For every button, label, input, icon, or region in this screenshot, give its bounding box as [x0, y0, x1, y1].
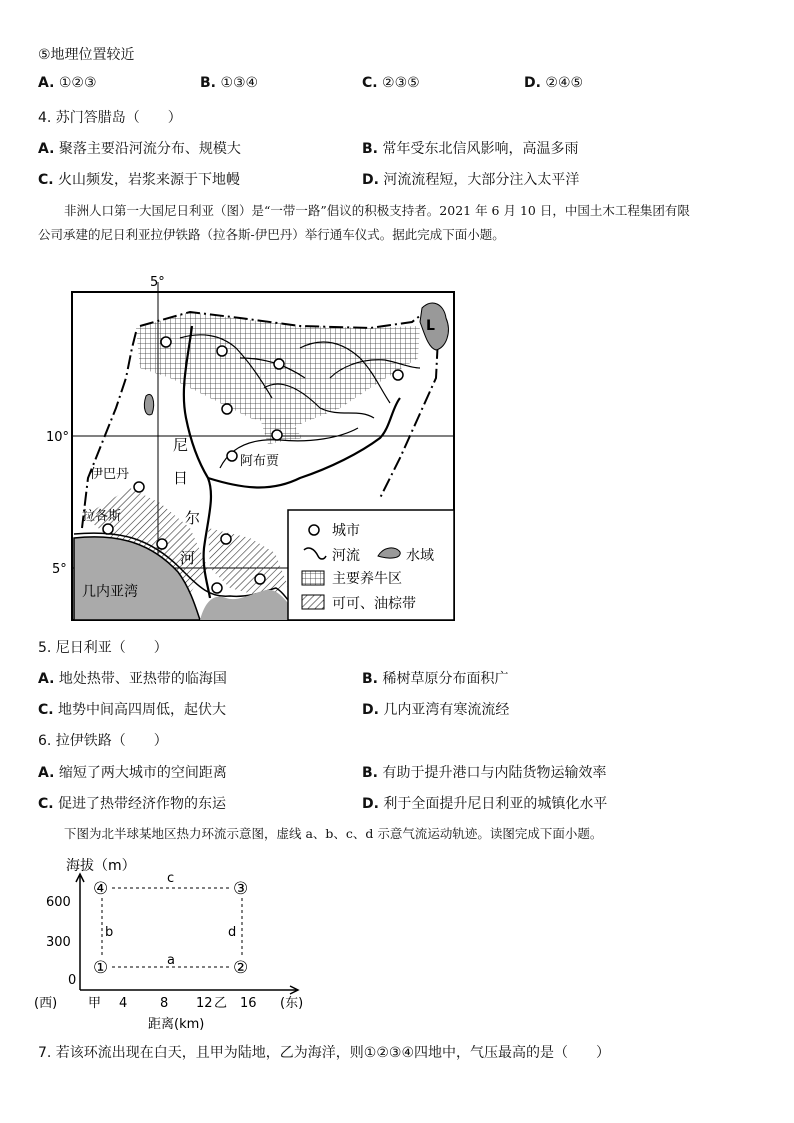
lake-label: L	[426, 318, 435, 334]
city-marker	[217, 346, 227, 356]
q6-option-b[interactable]: B. 有助于提升港口与内陆货物运输效率	[362, 765, 607, 781]
legend-cocoa: 可可、油棕带	[332, 596, 416, 612]
x-tick-16: 16	[240, 996, 257, 1011]
label-east: (东)	[280, 996, 304, 1011]
passage-nigeria	[38, 199, 758, 247]
passage-circulation: 下图为北半球某地区热力环流示意图，虚线 a、b、c、d 示意气流运动轨迹。读图完成下面小题。	[64, 826, 603, 841]
question-4-stem: 4. 苏门答腊岛（ ）	[38, 110, 182, 126]
legend-cocoa-icon	[302, 595, 324, 609]
label-jia: 甲	[88, 996, 102, 1011]
legend-cattle: 主要养牛区	[332, 571, 402, 587]
latitude-label-5: 5°	[52, 562, 67, 577]
legend-cattle-icon	[302, 571, 324, 585]
flow-label-c: c	[167, 871, 175, 886]
city-marker	[222, 404, 232, 414]
q5-option-d[interactable]: D. 几内亚湾有寒流流经	[362, 702, 510, 718]
city-marker-abuja	[227, 451, 237, 461]
point-3: ③	[233, 879, 249, 899]
country-char-4: 河	[180, 549, 196, 567]
flow-label-a: a	[167, 953, 175, 968]
point-2: ②	[233, 958, 249, 978]
nigeria-map	[40, 268, 460, 623]
label-west: (西)	[34, 996, 58, 1011]
q3-option-d[interactable]: D. ②④⑤	[524, 75, 584, 91]
city-marker	[221, 534, 231, 544]
label-abuja: 阿布贾	[240, 454, 280, 469]
x-tick-8: 8	[160, 996, 169, 1011]
question-6-stem: 6. 拉伊铁路（ ）	[38, 733, 168, 749]
q6-option-c[interactable]: C. 促进了热带经济作物的东运	[38, 796, 227, 812]
legend-water: 水域	[406, 548, 434, 564]
city-marker	[274, 359, 284, 369]
q3-option-b[interactable]: B. ①③④	[200, 75, 259, 91]
y-tick-0: 0	[68, 973, 77, 988]
q6-option-a[interactable]: A. 缩短了两大城市的空间距离	[38, 765, 227, 781]
city-marker	[212, 583, 222, 593]
q5-option-b[interactable]: B. 稀树草原分布面积广	[362, 671, 509, 687]
city-marker	[157, 539, 167, 549]
y-tick-300: 300	[46, 935, 71, 950]
point-1: ①	[93, 958, 109, 978]
country-char-2: 日	[173, 469, 189, 487]
passage-nigeria-line1: 非洲人口第一大国尼日利亚（图）是“一带一路”倡议的积极支持者。2021 年 6 月 10 日，中国土木工程集团有限	[64, 203, 690, 218]
x-axis-title: 距离(km)	[148, 1017, 205, 1032]
thermal-circulation-diagram	[30, 852, 320, 1032]
label-gulf-of-guinea: 几内亚湾	[82, 584, 138, 600]
question-5-stem: 5. 尼日利亚（ ）	[38, 640, 168, 656]
q3-option-c[interactable]: C. ②③⑤	[362, 75, 420, 91]
legend-city: 城市	[332, 523, 360, 539]
longitude-label-5: 5°	[150, 275, 165, 290]
y-tick-600: 600	[46, 895, 71, 910]
map-legend	[288, 510, 454, 620]
city-marker	[393, 370, 403, 380]
q5-option-a[interactable]: A. 地处热带、亚热带的临海国	[38, 671, 227, 687]
reservoir	[144, 394, 153, 414]
city-marker	[161, 337, 171, 347]
city-marker	[255, 574, 265, 584]
label-lagos: 拉各斯	[82, 509, 122, 524]
passage-nigeria-line2: 公司承建的尼日利亚拉伊铁路（拉各斯-伊巴丹）举行通车仪式。据此完成下面小题。	[38, 227, 505, 242]
label-ibadan: 伊巴丹	[90, 467, 130, 482]
country-char-1: 尼	[173, 436, 189, 454]
question-7-stem: 7. 若该环流出现在白天，且甲为陆地，乙为海洋，则①②③④四地中，气压最高的是（ ）	[38, 1045, 611, 1061]
q4-option-d[interactable]: D. 河流流程短，大部分注入太平洋	[362, 172, 580, 188]
q4-option-c[interactable]: C. 火山频发，岩浆来源于下地幔	[38, 172, 241, 188]
country-char-3: 尔	[185, 509, 201, 527]
x-tick-12: 12	[196, 996, 213, 1011]
flow-label-d: d	[228, 925, 237, 940]
city-marker	[272, 430, 282, 440]
question-3-item-5: ⑤地理位置较近	[38, 47, 135, 63]
label-yi: 乙	[214, 996, 228, 1011]
legend-river: 河流	[332, 548, 360, 564]
q4-option-b[interactable]: B. 常年受东北信风影响，高温多雨	[362, 141, 579, 157]
q5-option-c[interactable]: C. 地势中间高四周低，起伏大	[38, 702, 227, 718]
city-marker-lagos	[103, 524, 113, 534]
q4-option-a[interactable]: A. 聚落主要沿河流分布、规模大	[38, 141, 241, 157]
q3-option-a[interactable]: A. ①②③	[38, 75, 97, 91]
legend-city-icon	[309, 525, 319, 535]
y-axis-title: 海拔（m）	[66, 858, 136, 874]
point-4: ④	[93, 879, 109, 899]
x-tick-4: 4	[119, 996, 128, 1011]
q6-option-d[interactable]: D. 利于全面提升尼日利亚的城镇化水平	[362, 796, 608, 812]
flow-label-b: b	[105, 925, 114, 940]
latitude-label-10: 10°	[46, 430, 70, 445]
city-marker-ibadan	[134, 482, 144, 492]
